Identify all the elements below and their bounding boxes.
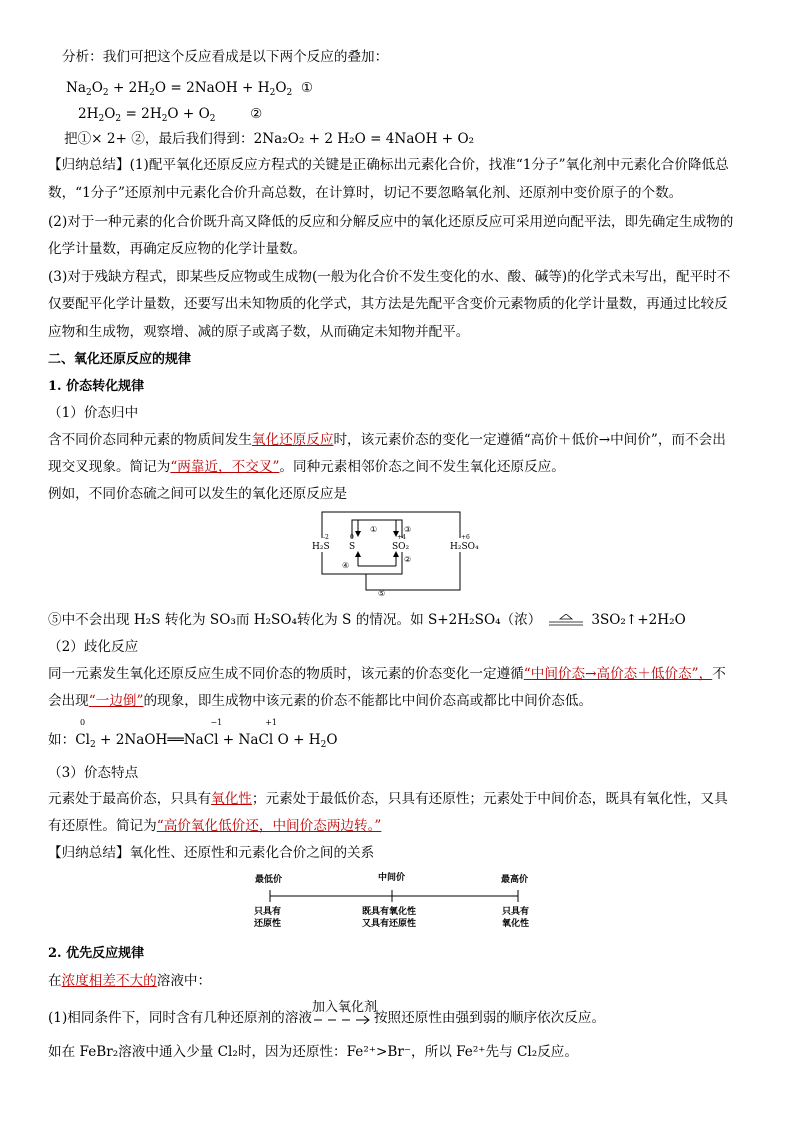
- rule2-p2: 如在 FeBr₂溶液中通入少量 Cl₂时，因为还原性：Fe²⁺>Br⁻，所以 Fe²⁺先与 Cl₂反应。: [48, 1044, 578, 1060]
- species-h2s: H₂S: [312, 542, 330, 552]
- scale-bottom-left-1: 只具有: [254, 907, 282, 917]
- sub2-l2-red: “一边倒”: [88, 693, 144, 709]
- eq2-marker: ②: [250, 106, 263, 122]
- summary2-text: 氧化性、还原性和元素化合价之间的关系: [129, 845, 375, 861]
- sub3-l2-red: “高价氧化低价还，中间价态两边转。”: [156, 818, 382, 834]
- rule2-line1: [48, 971, 211, 991]
- scale-bottom-mid-1: 既具有氧化性: [362, 907, 417, 917]
- rule2-l1-a: 在: [48, 973, 62, 989]
- rule2-p1-b: 按照还原性由强到弱的顺序依次反应。: [373, 1010, 606, 1026]
- combine-prefix: 把①× 2+ ②，最后我们得到：: [64, 131, 254, 147]
- summary1-p1-line1: [48, 155, 729, 175]
- add-oxidant-arrow: [311, 999, 377, 1029]
- sub2-title: （2）歧化反应: [48, 639, 139, 655]
- rule2-title: 2. 优先反应规律: [48, 946, 145, 961]
- right-arrow-icon: [312, 1015, 374, 1025]
- summary1-p2-line1: (2)对于一种元素的化合价既升高又降低的反应和分解反应中的氧化还原反应可采用逆向配平法，即先确定生成物的: [48, 214, 734, 230]
- summary1-tag: 【归纳总结】: [48, 157, 130, 173]
- summary1-p3-line3: 应物和生成物，观察增、减的原子或离子数，从而确定未知物并配平。: [48, 324, 470, 340]
- rule2-l1-red: 浓度相差不大的: [61, 973, 157, 989]
- sub3-l1-b: ；元素处于最低价态，只具有还原性；元素处于中间价态，既具有氧化性，又具: [251, 791, 728, 807]
- scale-bottom-mid-2: 又具有还原性: [362, 919, 417, 929]
- valence-h2so4: +6: [461, 534, 470, 541]
- disproportionation-example: 如： 0 $Cl_2$ + 2NaOH══NaC −1 l + NaC +1 l $O + H_2O$: [48, 718, 338, 750]
- species-h2so4: H₂SO₄: [450, 542, 479, 552]
- valence-s: 0: [350, 534, 354, 541]
- sub2-line2: [48, 691, 592, 711]
- rule1-title: 1. 价态转化规律: [48, 379, 145, 394]
- marker-2: ②: [404, 555, 412, 564]
- sub3-line1: [48, 789, 728, 809]
- summary1-p1-text: (1)配平氧化还原反应方程式的关键是正确标出元素化合价，找准“1分子”氧化剂中元素化合价降低总: [129, 157, 729, 173]
- sub3-l1-red: 氧化性: [211, 791, 252, 807]
- scale-top-mid: 中间价: [378, 873, 406, 883]
- sub1-l2-b: 。同种元素相邻价态之间不发生氧化还原反应。: [279, 459, 565, 475]
- summary1-p1-line2: 数，“1分子”还原剂中元素化合价升高总数，在计算时，切记不要忽略氧化剂、还原剂中变价原子的个数。: [48, 185, 683, 201]
- eg-prefix: 如：: [48, 732, 76, 748]
- scale-bottom-left-2: 还原性: [254, 919, 282, 929]
- cl-minus-term: −1 l: [210, 718, 223, 748]
- sub3-title: （3）价态特点: [48, 765, 139, 781]
- sulfur-valence-diagram: [308, 508, 488, 600]
- cl-plus-term: +1 l: [265, 718, 277, 748]
- summary1-p2-line2: 化学计量数，再确定反应物的化学计量数。: [48, 241, 307, 257]
- marker-3: ③: [404, 525, 412, 534]
- sub1-l2-a: 现交叉现象。简记为: [48, 459, 171, 475]
- combine-line: [64, 129, 474, 149]
- example-intro: 例如，不同价态硫之间可以发生的氧化还原反应是: [48, 486, 348, 502]
- rule2-p1: [48, 999, 606, 1029]
- sub3-l1-a: 元素处于最高价态，只具有: [48, 791, 212, 807]
- rule2-l1-b: 溶液中：: [156, 973, 212, 989]
- scale-bottom-right-1: 只具有: [502, 907, 530, 917]
- sub2-line1: [48, 664, 726, 684]
- note5-line: [48, 610, 686, 630]
- rule2-p1-a: (1)相同条件下，同时含有几种还原剂的溶液: [48, 1010, 312, 1026]
- sub1-line1: [48, 430, 726, 450]
- section2-title: 二、氧化还原反应的规律: [48, 352, 192, 367]
- sub2-l2-b: 的现象，即生成物中该元素的价态不能都比中间价态高或都比中间价态低。: [143, 693, 593, 709]
- summary2-tag: 【归纳总结】: [48, 845, 130, 861]
- ox-mark-minus1: −1: [210, 718, 223, 727]
- sub1-title: （1）价态归中: [48, 405, 139, 421]
- scale-bottom-right-2: 氧化性: [502, 919, 530, 929]
- species-so2: SO₂: [392, 542, 410, 552]
- sub2-l1-a: 同一元素发生氧化还原反应生成不同价态的物质时，该元素的价态变化一定遵循: [48, 666, 524, 682]
- valence-so2: +4: [397, 534, 406, 541]
- summary1-p3-line2: 仅要配平化学计量数，还要写出未知物质的化学式，其方法是先配平含变价元素物质的化学计量数，再通过比较反: [48, 296, 728, 312]
- sub2-l1-b: 不: [712, 666, 726, 682]
- note5-b: 3SO₂↑+2H₂O: [591, 612, 686, 628]
- marker-1: ①: [370, 525, 378, 534]
- equation-2: $2H_2O_2 = 2H_2O + O_2$ ②: [78, 106, 263, 124]
- cl2-term: 0 Cl: [75, 718, 90, 748]
- summary2-line: [48, 843, 374, 863]
- ox-mark-0: 0: [80, 718, 86, 727]
- marker-4: ④: [342, 561, 350, 570]
- valence-scale-diagram: [248, 870, 548, 930]
- sub1-l1-b: 时，该元素价态的变化一定遵循“高价＋低价→中间价”，而不会出: [333, 432, 726, 448]
- sub1-l1-red: 氧化还原反应: [251, 432, 334, 448]
- sub3-l2-a: 有还原性。简记为: [48, 818, 157, 834]
- analysis-intro: 分析：我们可把这个反应看成是以下两个反应的叠加：: [62, 49, 389, 65]
- scale-top-max: 最高价: [501, 875, 529, 885]
- valence-h2s: -2: [323, 534, 329, 541]
- species-s: S: [349, 542, 356, 552]
- note5-a: ⑤中不会出现 H₂S 转化为 SO₃而 H₂SO₄转化为 S 的情况。如 S+2H₂SO₄（浓）: [48, 612, 542, 628]
- eq1-marker: ①: [300, 80, 314, 96]
- sub3-line2: [48, 816, 381, 836]
- sub2-l1-red: “中间价态→高价态＋低价态”，: [523, 666, 713, 682]
- heat-arrow-icon: [547, 614, 585, 628]
- arrow-label: 加入氧化剂: [311, 999, 377, 1015]
- marker-5: ⑤: [378, 589, 386, 598]
- ox-mark-plus1: +1: [265, 718, 277, 727]
- sub2-l2-a: 会出现: [48, 693, 89, 709]
- sub1-line2: [48, 457, 565, 477]
- equation-1: $Na_2O_2 + 2H_2O$ = 2NaOH + $H_2O_2$ ①: [66, 80, 314, 98]
- scale-top-min: 最低价: [255, 875, 283, 885]
- summary1-p3-line1: (3)对于残缺方程式，即某些反应物或生成物(一般为化合价不发生变化的水、酸、碱等)的化学式未写出，配平时不: [48, 269, 731, 285]
- sub1-l2-red: “两靠近，不交叉”: [170, 459, 280, 475]
- final-equation: 2Na₂O₂ + 2 H₂O = 4NaOH + O₂: [253, 131, 475, 147]
- sub1-l1-a: 含不同价态同种元素的物质间发生: [48, 432, 252, 448]
